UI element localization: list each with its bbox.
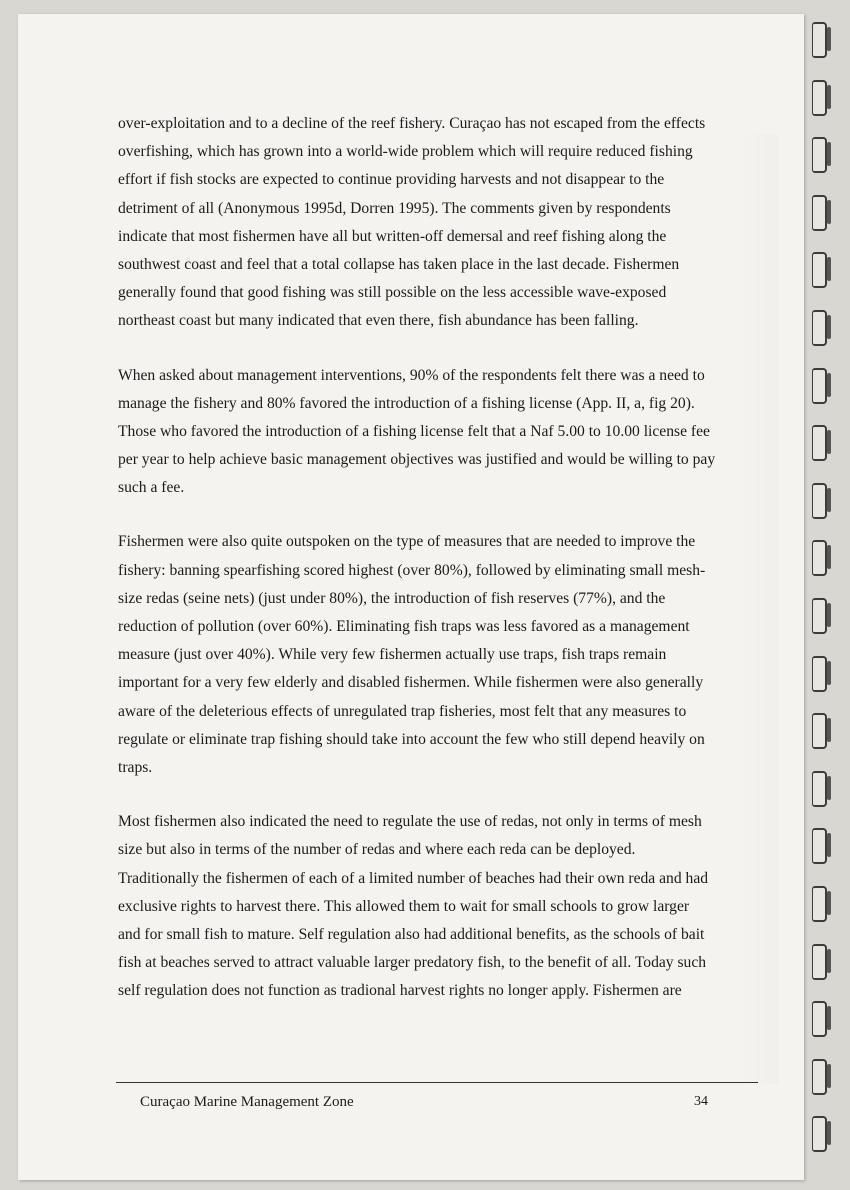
body-text bbox=[118, 110, 750, 1031]
binding-ring bbox=[812, 1001, 827, 1037]
text-line: important for a very few elderly and disabled fishermen. While fishermen were also generally bbox=[118, 674, 704, 692]
spiral-binding bbox=[808, 20, 838, 1180]
text-line: Traditionally the fishermen of each of a limited number of beaches had their own reda and had bbox=[118, 869, 709, 887]
text-line: and for small fish to mature. Self regulation also had additional benefits, as the schools of bait bbox=[118, 925, 705, 943]
text-line: Most fishermen also indicated the need to regulate the use of redas, not only in terms of mesh bbox=[118, 813, 702, 831]
text-line: size but also in terms of the number of redas and where each reda can be deployed. bbox=[118, 841, 636, 859]
paragraph-1 bbox=[118, 110, 750, 336]
text-line: northeast coast but many indicated that even there, fish abundance has been falling. bbox=[118, 312, 639, 330]
text-line: over-exploitation and to a decline of the reef fishery. Curaçao has not escaped from the effects bbox=[118, 115, 706, 132]
binding-ring bbox=[812, 828, 827, 864]
binding-ring bbox=[812, 80, 827, 116]
text-line: southwest coast and feel that a total collapse has taken place in the last decade. Fishermen bbox=[118, 255, 680, 273]
text-line: fishery: banning spearfishing scored highest (over 80%), followed by eliminating small mesh- bbox=[118, 561, 706, 579]
binding-ring bbox=[812, 656, 827, 692]
text-line: regulate or eliminate trap fishing should take into account the few who still depend heavily on bbox=[118, 730, 705, 748]
text-line: overfishing, which has grown into a world-wide problem which will require reduced fishing bbox=[118, 143, 693, 161]
text-line: measure (just over 40%). While very few fishermen actually use traps, fish traps remain bbox=[118, 646, 667, 664]
text-line: When asked about management interventions, 90% of the respondents felt there was a need to bbox=[118, 366, 705, 384]
text-line: detriment of all (Anonymous 1995d, Dorren 1995). The comments given by respondents bbox=[118, 199, 671, 217]
footer-divider bbox=[116, 1082, 758, 1083]
text-line: aware of the deleterious effects of unregulated trap fisheries, most felt that any measures to bbox=[118, 702, 687, 720]
text-line: size redas (seine nets) (just under 80%), the introduction of fish reserves (77%), and the bbox=[118, 589, 666, 607]
binding-ring bbox=[812, 195, 827, 231]
paragraph-4 bbox=[118, 808, 750, 1005]
text-line: fish at beaches served to attract valuable larger predatory fish, to the benefit of all. Today such bbox=[118, 954, 707, 972]
binding-ring bbox=[812, 540, 827, 576]
text-line: indicate that most fishermen have all but written-off demersal and reef fishing along the bbox=[118, 227, 667, 245]
text-line: such a fee. bbox=[118, 479, 185, 497]
text-line: reduction of pollution (over 60%). Eliminating fish traps was less favored as a management bbox=[118, 618, 690, 635]
text-line: Fishermen were also quite outspoken on the type of measures that are needed to improve the bbox=[118, 533, 696, 551]
text-line: per year to help achieve basic management objectives was justified and would be willing to pay bbox=[118, 451, 716, 469]
binding-ring bbox=[812, 886, 827, 922]
binding-ring bbox=[812, 425, 827, 461]
binding-ring bbox=[812, 483, 827, 519]
page-number: 34 bbox=[694, 1094, 708, 1109]
binding-ring bbox=[812, 944, 827, 980]
text-line: manage the fishery and 80% favored the introduction of a fishing license (App. II, a, fig 20). bbox=[118, 394, 695, 412]
binding-ring bbox=[812, 1116, 827, 1152]
text-line: exclusive rights to harvest there. This allowed them to wait for small schools to grow larger bbox=[118, 897, 690, 915]
text-line: effort if fish stocks are expected to continue providing harvests and not disappear to the bbox=[118, 171, 665, 189]
paragraph-3 bbox=[118, 528, 750, 782]
binding-ring bbox=[812, 713, 827, 749]
binding-ring bbox=[812, 252, 827, 288]
binding-ring bbox=[812, 137, 827, 173]
binding-ring bbox=[812, 771, 827, 807]
binding-ring bbox=[812, 22, 827, 58]
paragraph-2 bbox=[118, 362, 750, 503]
binding-ring bbox=[812, 310, 827, 346]
binding-ring bbox=[812, 1059, 827, 1095]
binding-ring bbox=[812, 598, 827, 634]
text-line: traps. bbox=[118, 758, 153, 776]
binding-ring bbox=[812, 368, 827, 404]
text-line: generally found that good fishing was still possible on the less accessible wave-exposed bbox=[118, 284, 667, 302]
footer-title: Curaçao Marine Management Zone bbox=[140, 1094, 354, 1110]
text-line: Those who favored the introduction of a fishing license felt that a Naf 5.00 to 10.00 license fee bbox=[118, 422, 710, 440]
text-line: self regulation does not function as tradional harvest rights no longer apply. Fishermen are bbox=[118, 982, 682, 1000]
